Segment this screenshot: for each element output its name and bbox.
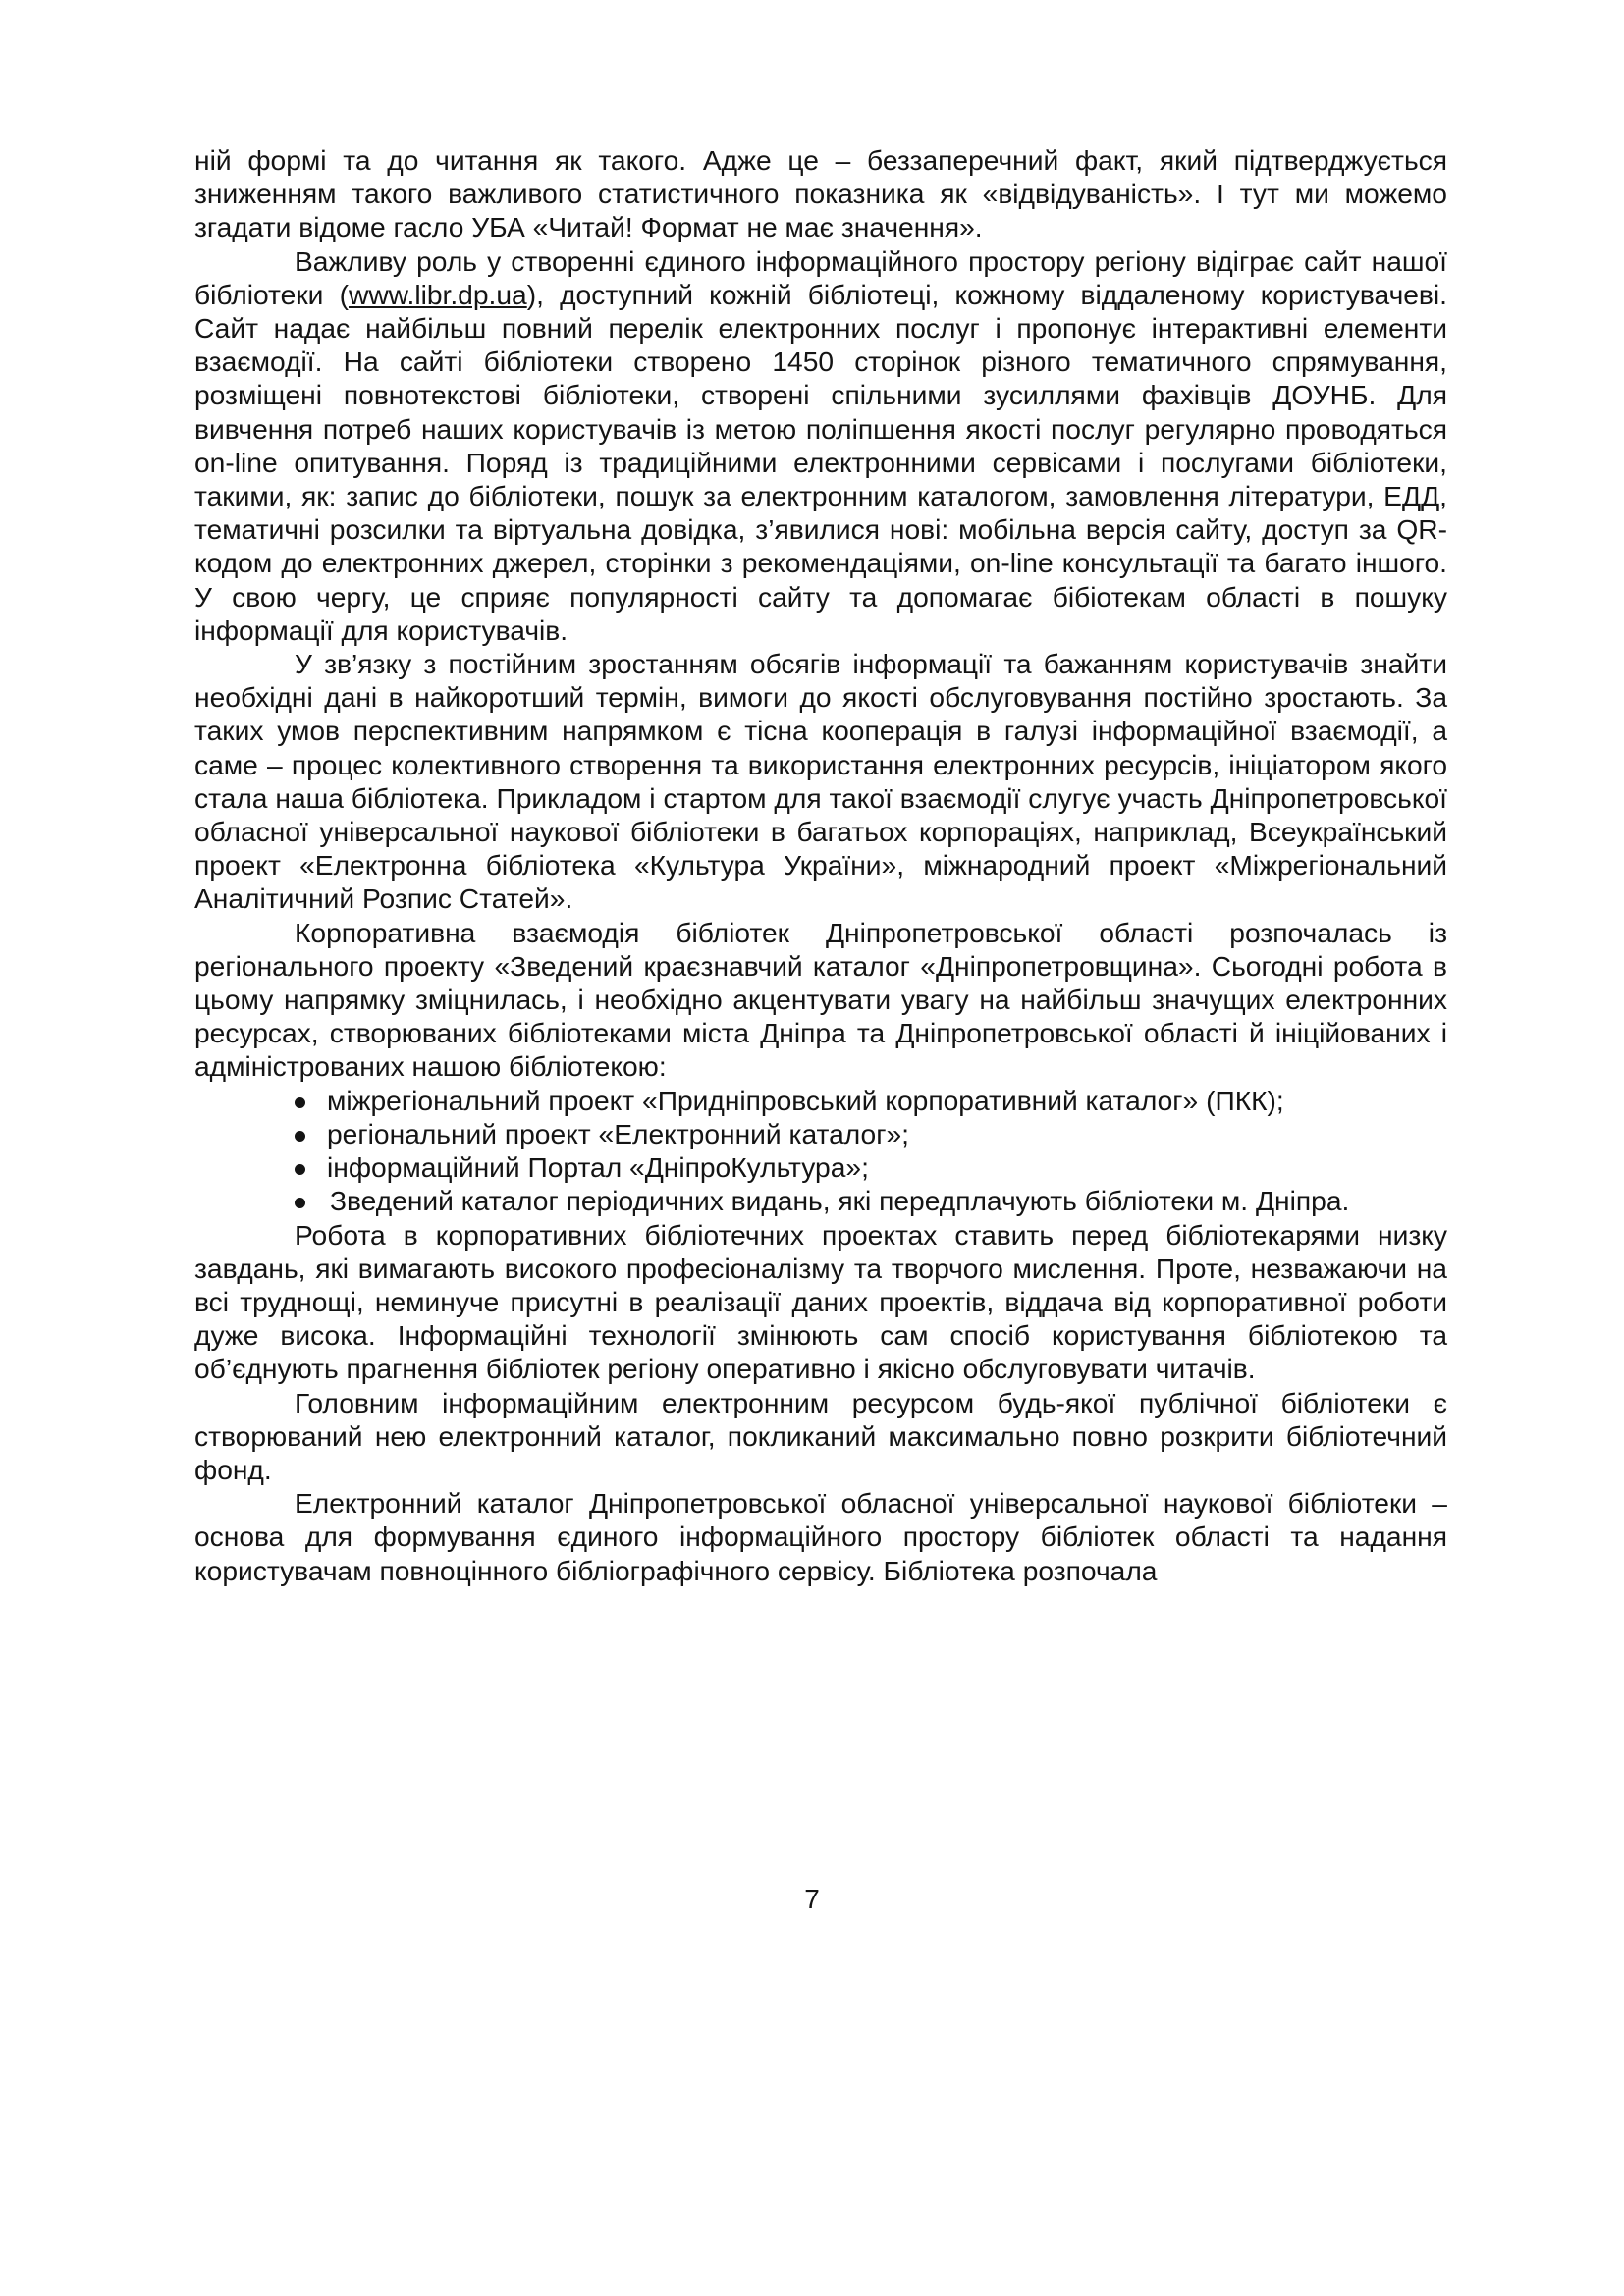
paragraph-continuation: ній формі та до читання як такого. Адже це – беззаперечний факт, який підтверджується зниженням такого важливого статистичного показника як «відвідуваність». І тут ми можемо згадати відоме гасло УБА «Читай! Формат не має значення». bbox=[194, 144, 1447, 243]
list-item bbox=[194, 1117, 1447, 1150]
list-item-text: Зведений каталог періодичних видань, які передплачують бібліотеки м. Дніпра. bbox=[330, 1185, 1350, 1217]
document-page bbox=[194, 143, 1447, 1587]
list-item bbox=[194, 1184, 1447, 1217]
list-item-text: регіональний проект «Електронний каталог»; bbox=[327, 1117, 909, 1149]
paragraph-corporate-projects: Робота в корпоративних бібліотечних проектах ставить перед бібліотекарями низку завдань, які вимагають високого професіоналізму та творчого мислення. Проте, незважаючи на всі труднощі, неминуче присутні в реалізації даних проектів, віддача від корпоративної роботи дуже висока. Інформаційні технології змінюють сам спосіб користування бібліотекою та об’єднують прагнення бібліотек регіону оперативно і якісно обслуговувати читачів. bbox=[194, 1218, 1447, 1385]
paragraph-website bbox=[194, 244, 1447, 647]
list-item bbox=[194, 1084, 1447, 1117]
paragraph-website-text-start: Важливу роль у створенні єдиного інформаційного простору регіону відіграє сайт нашої бібліотеки ( bbox=[194, 244, 1447, 310]
list-item bbox=[194, 1150, 1447, 1184]
paragraph-corporate-interaction: Корпоративна взаємодія бібліотек Дніпропетровської області розпочалась із регіонального проекту «Зведений краєзнавчий каталог «Дніпропетровщина». Сьогодні робота в цьому напрямку зміцнилась, і необхідно акцентувати увагу на найбільш значущих електронних ресурсах, створюваних бібліотеками міста Дніпра та Дніпропетровської області й ініційованих і адміністрованих нашою бібліотекою: bbox=[194, 916, 1447, 1083]
bullet-icon bbox=[295, 1097, 305, 1108]
paragraph-cooperation: У зв’язку з постійним зростанням обсягів інформації та бажанням користувачів знайти необхідні дані в найкоротший термін, вимоги до якості обслуговування постійно зростають. За таких умов перспективним напрямком є тісна кооперація в галузі інформаційної взаємодії, а саме – процес колективного створення та використання електронних ресурсів, ініціатором якого стала наша бібліотека. Прикладом і стартом для такої взаємодії слугує участь Дніпропетровської обласної універсальної наукової бібліотеки в багатьох корпораціях, наприклад, Всеукраїнський проект «Електронна бібліотека «Культура України», міжнародний проект «Міжрегіональний Аналітичний Розпис Статей». bbox=[194, 648, 1447, 915]
list-item-text: міжрегіональний проект «Придніпровський корпоративний каталог» (ПКК); bbox=[327, 1084, 1284, 1116]
paragraph-website-text-end: ), доступний кожній бібліотеці, кожному віддаленому користувачеві. Сайт надає найбільш повний перелік електронних послуг і пропонує інтерактивні елементи взаємодії. На сайті бібліотеки створено 1450 сторінок різного тематичного спрямування, розміщені повнотекстові бібліотеки, створені спільними зусиллями фахівців ДОУНБ. Для вивчення потреб наших користувачів із метою поліпшення якості послуг регулярно проводяться on-line опитування. Поряд із традиційними електронними сервісами і послугами бібліотеки, такими, як: запис до бібліотеки, пошук за електронним каталогом, замовлення літератури, ЕДД, тематичні розсилки та віртуальна довідка, з’явилися нові: мобільна версія сайту, доступ за QR-кодом до електронних джерел, сторінки з рекомендаціями, on-line консультації та багато іншого. У свою чергу, це сприяє популярності сайту та допомагає бібіотекам області в пошуку інформації для користувачів. bbox=[194, 278, 1447, 646]
library-website-link[interactable]: www.libr.dp.ua bbox=[348, 278, 527, 310]
list-item-text: інформаційний Портал «ДніпроКультура»; bbox=[327, 1151, 869, 1184]
bullet-icon bbox=[295, 1131, 305, 1142]
paragraph-electronic-catalog: Електронний каталог Дніпропетровської обласної універсальної наукової бібліотеки – основа для формування єдиного інформаційного простору бібліотек області та надання користувачам повноцінного бібліографічного сервісу. Бібліотека розпочала bbox=[194, 1487, 1447, 1586]
page-number: 7 bbox=[804, 1884, 820, 1914]
paragraph-main-resource: Головним інформаційним електронним ресурсом будь-якої публічної бібліотеки є створюваний нею електронний каталог, покликаний максимально повно розкрити бібліотечний фонд. bbox=[194, 1386, 1447, 1485]
project-list bbox=[194, 1084, 1447, 1218]
